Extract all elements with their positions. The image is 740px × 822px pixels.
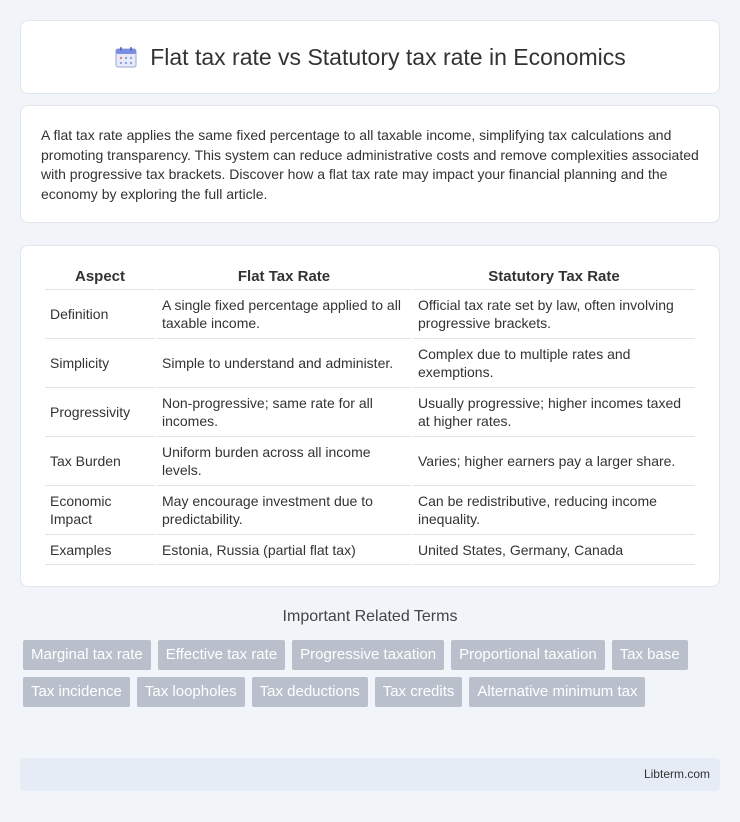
row-aspect: Definition xyxy=(45,290,155,339)
row-statutory: United States, Germany, Canada xyxy=(413,535,695,565)
row-aspect: Tax Burden xyxy=(45,437,155,486)
table-row xyxy=(45,339,695,388)
footer-site-link[interactable]: Libterm.com xyxy=(643,767,710,781)
row-aspect: Examples xyxy=(45,535,155,565)
row-statutory: Can be redistributive, reducing income inequality. xyxy=(413,486,695,535)
row-flat: Non-progressive; same rate for all incomes. xyxy=(157,388,411,437)
intro-text: A flat tax rate applies the same fixed percentage to all taxable income, simplifying tax calculations and promoting transparency. This system can reduce administrative costs and remove complexities associated with progressive tax brackets. Discover how a flat tax rate may impact your financial planning and the economy by exploring the full article. xyxy=(41,127,699,202)
row-flat: Uniform burden across all income levels. xyxy=(157,437,411,486)
row-statutory: Official tax rate set by law, often involving progressive brackets. xyxy=(413,290,695,339)
title-card xyxy=(20,20,720,94)
row-flat: Simple to understand and administer. xyxy=(157,339,411,388)
row-flat: May encourage investment due to predictability. xyxy=(157,486,411,535)
row-flat: A single fixed percentage applied to all taxable income. xyxy=(157,290,411,339)
row-aspect: Economic Impact xyxy=(45,486,155,535)
tag-progressive-taxation[interactable]: Progressive taxation xyxy=(292,640,444,670)
row-flat: Estonia, Russia (partial flat tax) xyxy=(157,535,411,565)
calendar-icon xyxy=(114,45,138,69)
tag-marginal-tax-rate[interactable]: Marginal tax rate xyxy=(23,640,151,670)
comparison-table-card xyxy=(20,245,720,587)
tag-tax-credits[interactable]: Tax credits xyxy=(375,677,463,707)
row-statutory: Complex due to multiple rates and exemptions. xyxy=(413,339,695,388)
row-aspect: Simplicity xyxy=(45,339,155,388)
tag-tax-deductions[interactable]: Tax deductions xyxy=(252,677,368,707)
row-statutory: Usually progressive; higher incomes taxed at higher rates. xyxy=(413,388,695,437)
table-row xyxy=(45,290,695,339)
row-aspect: Progressivity xyxy=(45,388,155,437)
page-title: Flat tax rate vs Statutory tax rate in Economics xyxy=(150,43,626,70)
header-aspect: Aspect xyxy=(45,266,155,290)
tag-tax-incidence[interactable]: Tax incidence xyxy=(23,677,130,707)
footer xyxy=(20,758,720,791)
table-row xyxy=(45,535,695,565)
row-statutory: Varies; higher earners pay a larger share. xyxy=(413,437,695,486)
table-row xyxy=(45,437,695,486)
tag-tax-base[interactable]: Tax base xyxy=(612,640,688,670)
comparison-table xyxy=(43,266,697,565)
related-terms-heading: Important Related Terms xyxy=(282,608,458,625)
table-row xyxy=(45,388,695,437)
table-row xyxy=(45,486,695,535)
related-terms-tags xyxy=(23,640,723,707)
intro-card xyxy=(20,105,720,223)
tag-proportional-taxation[interactable]: Proportional taxation xyxy=(451,640,605,670)
tag-effective-tax-rate[interactable]: Effective tax rate xyxy=(158,640,285,670)
header-statutory-tax-rate: Statutory Tax Rate xyxy=(413,266,695,290)
header-flat-tax-rate: Flat Tax Rate xyxy=(157,266,411,290)
tag-alternative-minimum-tax[interactable]: Alternative minimum tax xyxy=(469,677,645,707)
table-header-row xyxy=(45,266,695,290)
tag-tax-loopholes[interactable]: Tax loopholes xyxy=(137,677,245,707)
